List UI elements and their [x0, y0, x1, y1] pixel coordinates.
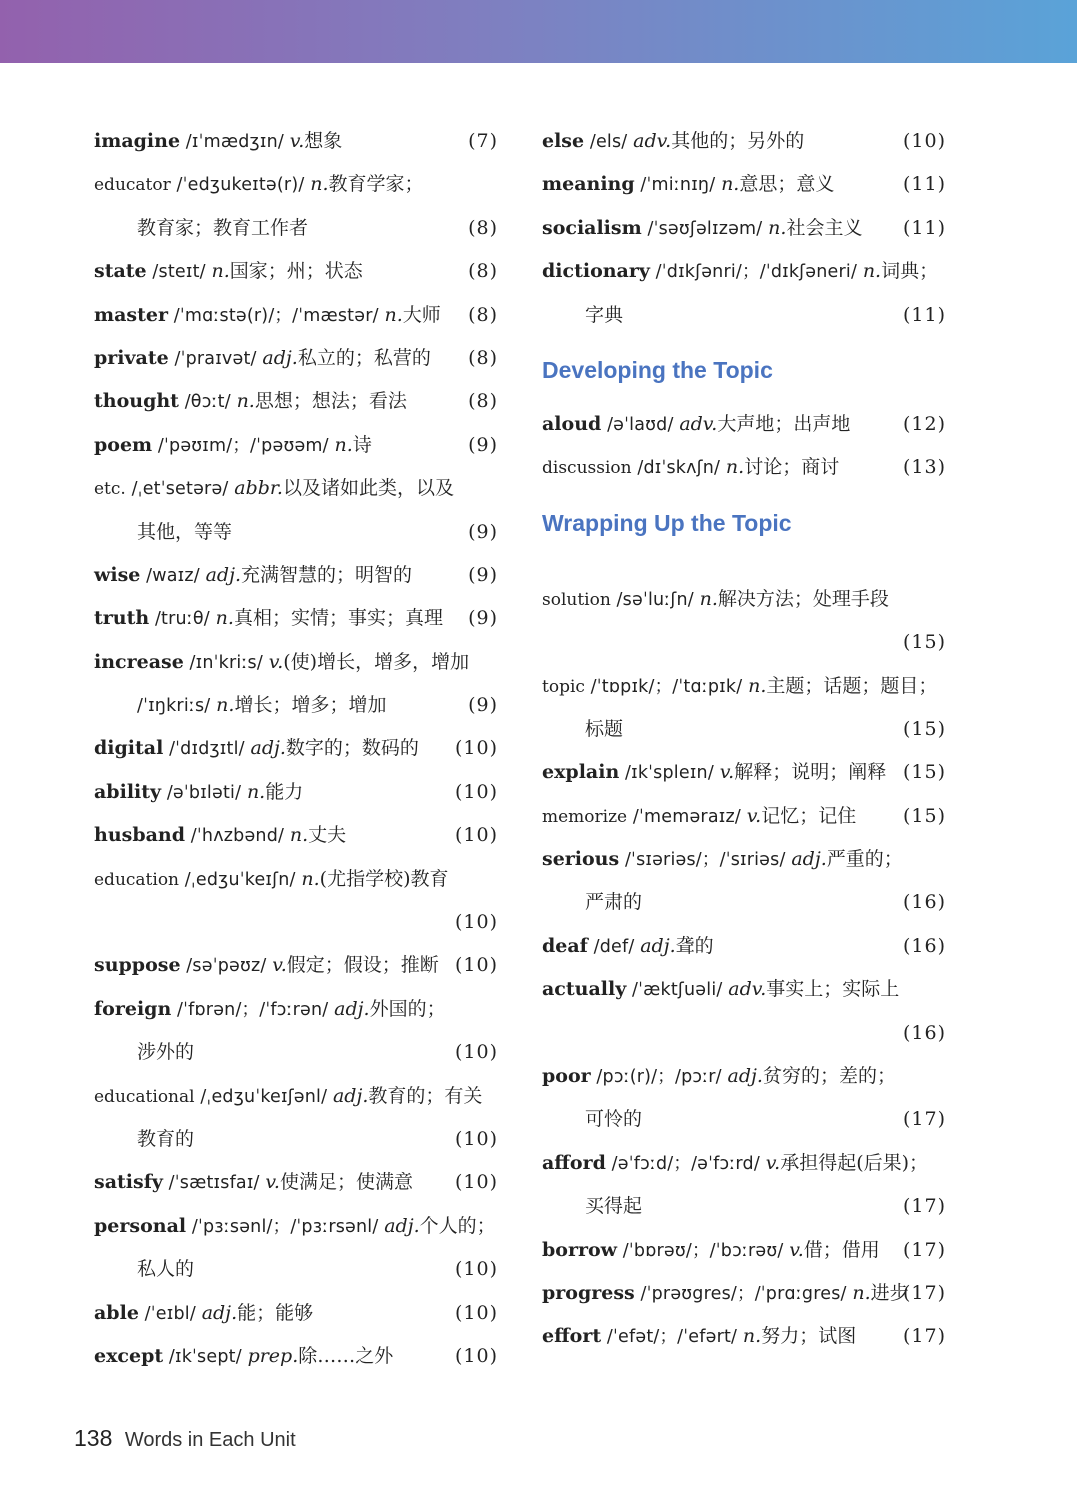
left-column — [94, 120, 498, 1378]
meaning: 其他，等等 — [137, 520, 233, 543]
meaning: 能力 — [265, 780, 304, 803]
headword: aloud — [542, 412, 602, 435]
vocab-entry — [94, 684, 498, 727]
vocab-entry — [94, 163, 498, 206]
phonetic: /ˈeɪbl/ — [138, 1303, 202, 1324]
headword: digital — [94, 737, 164, 760]
vocab-entry — [94, 337, 498, 380]
part-of-speech: adj. — [205, 563, 242, 586]
unit-ref: (16) — [902, 891, 946, 914]
headword: suppose — [94, 954, 181, 977]
vocab-entry — [94, 727, 498, 770]
meaning: 以及诸如此类，以及 — [282, 477, 454, 500]
unit-ref: (17) — [902, 1281, 946, 1304]
part-of-speech: n. — [384, 303, 403, 326]
meaning: 大师 — [402, 303, 441, 326]
headword: ability — [94, 780, 162, 803]
meaning: 真相；实情；事实；真理 — [233, 607, 443, 630]
phonetic: /ˈfɒrən/；/ˈfɔːrən/ — [171, 999, 335, 1020]
phonetic: /els/ — [584, 132, 634, 152]
unit-ref: (8) — [468, 260, 498, 283]
phonetic: /ˈsəʊʃəlɪzəm/ — [641, 218, 769, 239]
vocab-entry — [542, 578, 946, 621]
headword: master — [94, 303, 168, 326]
part-of-speech: adj. — [201, 1301, 238, 1324]
meaning: 教育学家； — [328, 173, 424, 196]
vocab-entry — [542, 1142, 946, 1185]
part-of-speech: adv. — [679, 412, 718, 435]
part-of-speech: n. — [768, 216, 787, 239]
phonetic: /ˈprəʊgres/；/ˈprɑːgres/ — [634, 1283, 853, 1304]
meaning: 其他的；另外的 — [671, 130, 805, 152]
phonetic: /ɪkˈspleɪn/ — [619, 763, 720, 784]
headword: borrow — [542, 1238, 618, 1261]
phonetic: /səˈluːʃn/ — [610, 589, 700, 610]
vocab-entry — [542, 1098, 946, 1141]
page-number: 138 — [74, 1425, 113, 1451]
part-of-speech: v. — [272, 954, 287, 977]
section-title: Developing the Topic — [542, 356, 773, 383]
phonetic: /ˈmeməraɪz/ — [627, 806, 747, 827]
headword: able — [94, 1301, 139, 1324]
vocab-entry — [542, 1185, 946, 1228]
meaning: 记忆；记住 — [761, 804, 857, 827]
part-of-speech: adj. — [640, 934, 676, 957]
headword: poem — [94, 433, 153, 456]
unit-ref: (7) — [468, 130, 498, 152]
meaning: 严重的； — [826, 848, 903, 871]
right-column — [542, 120, 946, 1359]
phonetic: /ˈsætɪsfaɪ/ — [162, 1173, 266, 1194]
vocab-entry — [94, 207, 498, 250]
vocab-entry — [94, 1161, 498, 1204]
meaning: 贫穷的；差的； — [762, 1065, 896, 1088]
vocab-entry — [542, 795, 946, 838]
vocab-entry — [94, 1205, 498, 1248]
phonetic: /ˈpraɪvət/ — [168, 348, 263, 369]
unit-ref: (15) — [902, 631, 946, 654]
unit-ref: (17) — [902, 1325, 946, 1348]
vocab-entry — [94, 597, 498, 640]
phonetic: /ˈpəʊɪm/；/ˈpəʊəm/ — [152, 435, 335, 456]
part-of-speech: adv. — [633, 130, 672, 152]
vocab-entry — [94, 1292, 498, 1335]
part-of-speech: abbr. — [234, 477, 283, 500]
phonetic: /ˈedʒukeɪtə(r)/ — [170, 175, 311, 196]
headword: effort — [542, 1325, 602, 1348]
vocab-entry — [94, 511, 498, 554]
unit-ref: (11) — [902, 216, 946, 239]
meaning: 意思；意义 — [739, 173, 835, 196]
meaning: 涉外的 — [137, 1041, 195, 1064]
part-of-speech: adj. — [262, 346, 298, 369]
meaning: 解释；说明；阐释 — [734, 761, 887, 784]
vocab-entry — [542, 1272, 946, 1315]
phonetic: /ɪkˈsept/ — [163, 1346, 248, 1367]
meaning: 假定；假设；推断 — [286, 954, 439, 977]
headword: progress — [542, 1281, 635, 1304]
section-heading — [542, 490, 946, 556]
phonetic: /ˈhʌzbənd/ — [185, 826, 290, 847]
vocab-entry — [542, 120, 946, 163]
headword: solution — [542, 589, 611, 610]
phonetic: /ˈdɪdʒɪtl/ — [163, 739, 251, 760]
vocab-entry — [94, 1335, 498, 1378]
part-of-speech: adj. — [334, 997, 370, 1020]
phonetic: /ˌedʒuˈkeɪʃn/ — [179, 869, 302, 890]
meaning: 承担得起(后果)； — [780, 1151, 929, 1174]
vocab-entry — [542, 1055, 946, 1098]
meaning: 使满足；使满意 — [279, 1171, 413, 1194]
part-of-speech: n. — [862, 260, 882, 283]
meaning: 能；能够 — [237, 1301, 314, 1324]
headword: topic — [542, 676, 585, 697]
phonetic: /def/ — [587, 936, 641, 957]
meaning: 解决方法；处理手段 — [717, 587, 889, 610]
unit-ref: (11) — [902, 173, 946, 196]
part-of-speech: n. — [289, 824, 309, 847]
vocab-entry — [94, 554, 498, 597]
vocab-entry — [94, 641, 498, 684]
vocab-entry — [542, 163, 946, 206]
vocab-entry — [542, 1315, 946, 1358]
unit-ref: (10) — [454, 824, 498, 847]
part-of-speech: n. — [236, 390, 255, 413]
unit-ref: (10) — [454, 1258, 498, 1281]
meaning: 数字的；数码的 — [285, 737, 419, 760]
phonetic: /ɪnˈkriːs/ — [183, 652, 269, 673]
part-of-speech: n. — [721, 173, 740, 196]
vocab-entry — [94, 467, 498, 510]
meaning: (尤指学校)教育 — [319, 867, 449, 890]
unit-ref: (8) — [468, 346, 498, 369]
vocab-entry — [94, 988, 498, 1031]
meaning: 主题；话题；题目； — [766, 674, 938, 697]
meaning: 增长；增多；增加 — [234, 694, 387, 717]
vocab-entry — [94, 771, 498, 814]
headword: education — [94, 869, 179, 890]
vocab-entry — [94, 120, 498, 163]
unit-ref: (17) — [902, 1195, 946, 1218]
part-of-speech: v. — [289, 130, 305, 152]
part-of-speech: n. — [748, 674, 767, 697]
meaning: 教育的 — [137, 1127, 195, 1150]
unit-ref: (10) — [454, 737, 498, 760]
vocab-entry — [542, 838, 946, 881]
meaning: 努力；试图 — [761, 1325, 857, 1348]
headword: explain — [542, 761, 620, 784]
phonetic: /ˈpɜːsənl/；/ˈpɜːrsənl/ — [186, 1216, 385, 1237]
headword: wise — [94, 563, 141, 586]
phonetic: /ˈdɪkʃənri/；/ˈdɪkʃəneri/ — [649, 262, 863, 283]
headword: educator — [94, 175, 171, 196]
part-of-speech: n. — [742, 1325, 762, 1348]
phonetic: /əˈlaʊd/ — [601, 414, 680, 435]
meaning: 充满智慧的；明智的 — [241, 563, 413, 586]
headword: private — [94, 346, 169, 369]
vocab-entry — [94, 424, 498, 467]
meaning: 严肃的 — [585, 891, 643, 914]
unit-ref: (10) — [454, 1127, 498, 1150]
part-of-speech: n. — [334, 433, 353, 456]
vocab-entry — [94, 944, 498, 987]
headword: thought — [94, 390, 179, 413]
meaning: 大声地；出声地 — [717, 412, 851, 435]
vocab-entry — [94, 1248, 498, 1291]
phonetic: /waɪz/ — [140, 565, 206, 586]
unit-ref: (9) — [468, 563, 498, 586]
meaning: 丈夫 — [308, 824, 347, 847]
part-of-speech: prep. — [247, 1344, 299, 1367]
vocab-entry — [94, 1075, 498, 1118]
unit-ref: (8) — [468, 390, 498, 413]
phonetic: /səˈpəʊz/ — [180, 956, 273, 977]
part-of-speech: v. — [746, 804, 762, 827]
headword: afford — [542, 1151, 606, 1174]
unit-ref: (13) — [902, 456, 946, 479]
page-footer — [74, 1420, 296, 1456]
vocab-entry — [542, 1012, 946, 1055]
phonetic: /əˈbɪləti/ — [161, 782, 247, 803]
meaning: (使)增长，增多，增加 — [283, 650, 470, 673]
headword: satisfy — [94, 1171, 163, 1194]
phonetic: /θɔːt/ — [178, 392, 237, 413]
meaning: 标题 — [585, 717, 624, 740]
phonetic: /ˈɪŋkriːs/ — [137, 696, 217, 717]
meaning: 讨论；商讨 — [744, 456, 840, 479]
part-of-speech: n. — [211, 260, 230, 283]
spacer — [542, 556, 946, 578]
meaning: 除……之外 — [298, 1344, 394, 1367]
vocab-entry — [542, 403, 946, 446]
unit-ref: (17) — [902, 1108, 946, 1131]
headword: discussion — [542, 458, 632, 479]
phonetic: /ˈæktʃuəli/ — [626, 980, 729, 1001]
unit-ref: (10) — [902, 130, 946, 152]
part-of-speech: adj. — [332, 1084, 369, 1107]
unit-ref: (10) — [454, 911, 498, 934]
vocab-entry — [542, 968, 946, 1011]
headword: state — [94, 260, 147, 283]
part-of-speech: n. — [310, 173, 329, 196]
unit-ref: (17) — [902, 1238, 946, 1261]
headword: memorize — [542, 806, 628, 827]
meaning: 教育的；有关 — [368, 1084, 483, 1107]
unit-ref: (10) — [454, 1344, 498, 1367]
phonetic: /ɪˈmædʒɪn/ — [180, 132, 290, 152]
part-of-speech: n. — [215, 607, 234, 630]
vocab-entry — [542, 446, 946, 489]
vocab-entry — [542, 708, 946, 751]
headword: imagine — [94, 130, 181, 152]
meaning: 私立的；私营的 — [297, 346, 431, 369]
part-of-speech: adj. — [727, 1065, 763, 1088]
meaning: 词典； — [881, 260, 939, 283]
headword: except — [94, 1344, 164, 1367]
headword: etc. — [94, 479, 126, 500]
meaning: 诗 — [352, 433, 372, 456]
vocab-entry — [542, 1229, 946, 1272]
headword: dictionary — [542, 260, 650, 283]
headword: poor — [542, 1065, 591, 1088]
unit-ref: (15) — [902, 717, 946, 740]
part-of-speech: n. — [301, 867, 320, 890]
vocab-entry — [94, 858, 498, 901]
meaning: 买得起 — [585, 1195, 643, 1218]
unit-ref: (10) — [454, 1301, 498, 1324]
phonetic: /əˈfɔːd/；/əˈfɔːrd/ — [605, 1153, 766, 1174]
part-of-speech: v. — [719, 761, 735, 784]
headword: deaf — [542, 934, 588, 957]
unit-ref: (10) — [454, 954, 498, 977]
unit-ref: (9) — [468, 520, 498, 543]
meaning: 想象 — [304, 130, 343, 152]
meaning: 字典 — [585, 303, 624, 326]
meaning: 借；借用 — [803, 1238, 880, 1261]
page-label: Words in Each Unit — [124, 1429, 296, 1451]
headword: increase — [94, 650, 184, 673]
headword: husband — [94, 824, 186, 847]
headword: meaning — [542, 173, 635, 196]
part-of-speech: n. — [725, 456, 745, 479]
unit-ref: (10) — [454, 1171, 498, 1194]
part-of-speech: n. — [852, 1281, 871, 1304]
phonetic: /pɔː(r)/；/pɔːr/ — [590, 1067, 728, 1088]
phonetic: /steɪt/ — [146, 262, 212, 283]
part-of-speech: n. — [216, 694, 235, 717]
section-heading — [542, 337, 946, 403]
headword: else — [542, 130, 585, 152]
vocab-entry — [542, 621, 946, 664]
headword: personal — [94, 1214, 187, 1237]
vocab-entry — [542, 925, 946, 968]
vocab-entry — [542, 881, 946, 924]
phonetic: /ˈbɒrəʊ/；/ˈbɔːrəʊ/ — [617, 1240, 790, 1261]
unit-ref: (15) — [902, 761, 946, 784]
phonetic: /ˈefət/；/ˈefərt/ — [601, 1327, 743, 1348]
meaning: 社会主义 — [786, 216, 863, 239]
headword: socialism — [542, 216, 642, 239]
phonetic: /ˈsɪəriəs/；/ˈsɪriəs/ — [619, 850, 792, 871]
part-of-speech: adj. — [791, 848, 827, 871]
part-of-speech: adv. — [728, 978, 767, 1001]
part-of-speech: adj. — [384, 1214, 420, 1237]
meaning: 可怜的 — [585, 1108, 643, 1131]
vocab-entry — [542, 250, 946, 293]
meaning: 个人的； — [419, 1214, 496, 1237]
phonetic: /ˌetˈsetərə/ — [125, 479, 235, 500]
vocab-entry — [94, 1031, 498, 1074]
headword: actually — [542, 978, 627, 1001]
unit-ref: (15) — [902, 804, 946, 827]
unit-ref: (8) — [468, 303, 498, 326]
unit-ref: (10) — [454, 1041, 498, 1064]
meaning: 事实上；实际上 — [766, 978, 900, 1001]
headword: truth — [94, 607, 150, 630]
unit-ref: (16) — [902, 934, 946, 957]
vocab-entry — [94, 294, 498, 337]
vocab-entry — [94, 380, 498, 423]
phonetic: /ˈmɑːstə(r)/；/ˈmæstər/ — [168, 305, 385, 326]
section-title: Wrapping Up the Topic — [542, 509, 792, 536]
meaning: 私人的 — [137, 1258, 195, 1281]
headword: foreign — [94, 997, 172, 1020]
part-of-speech: n. — [699, 587, 718, 610]
part-of-speech: v. — [765, 1151, 781, 1174]
meaning: 国家；州；状态 — [229, 260, 363, 283]
unit-ref: (16) — [902, 1021, 946, 1044]
part-of-speech: v. — [265, 1171, 280, 1194]
unit-ref: (9) — [468, 607, 498, 630]
unit-ref: (11) — [902, 303, 946, 326]
headword: serious — [542, 848, 620, 871]
vocab-entry — [94, 901, 498, 944]
phonetic: /ˌedʒuˈkeɪʃənl/ — [194, 1086, 333, 1107]
meaning: 外国的； — [369, 997, 446, 1020]
unit-ref: (10) — [454, 780, 498, 803]
vocab-entry — [542, 207, 946, 250]
part-of-speech: adj. — [250, 737, 286, 760]
phonetic: /ˈmiːnɪŋ/ — [634, 175, 722, 196]
unit-ref: (9) — [468, 694, 498, 717]
meaning: 教育家；教育工作者 — [137, 216, 309, 239]
headword: educational — [94, 1086, 195, 1107]
vocab-entry — [542, 294, 946, 337]
meaning: 思想；想法；看法 — [254, 390, 407, 413]
vocab-entry — [94, 250, 498, 293]
phonetic: /truːθ/ — [149, 609, 216, 630]
unit-ref: (9) — [468, 433, 498, 456]
part-of-speech: v. — [268, 650, 284, 673]
meaning: 聋的 — [675, 934, 714, 957]
vocab-entry — [542, 751, 946, 794]
vocab-entry — [94, 1118, 498, 1161]
meaning: 进步 — [870, 1281, 909, 1304]
vocab-entry — [542, 665, 946, 708]
part-of-speech: v. — [789, 1238, 804, 1261]
phonetic: /dɪˈskʌʃn/ — [631, 458, 726, 479]
phonetic: /ˈtɒpɪk/；/ˈtɑːpɪk/ — [584, 676, 749, 697]
header-banner — [0, 0, 1077, 63]
vocab-entry — [94, 814, 498, 857]
part-of-speech: n. — [246, 780, 266, 803]
unit-ref: (12) — [902, 412, 946, 435]
unit-ref: (8) — [468, 216, 498, 239]
